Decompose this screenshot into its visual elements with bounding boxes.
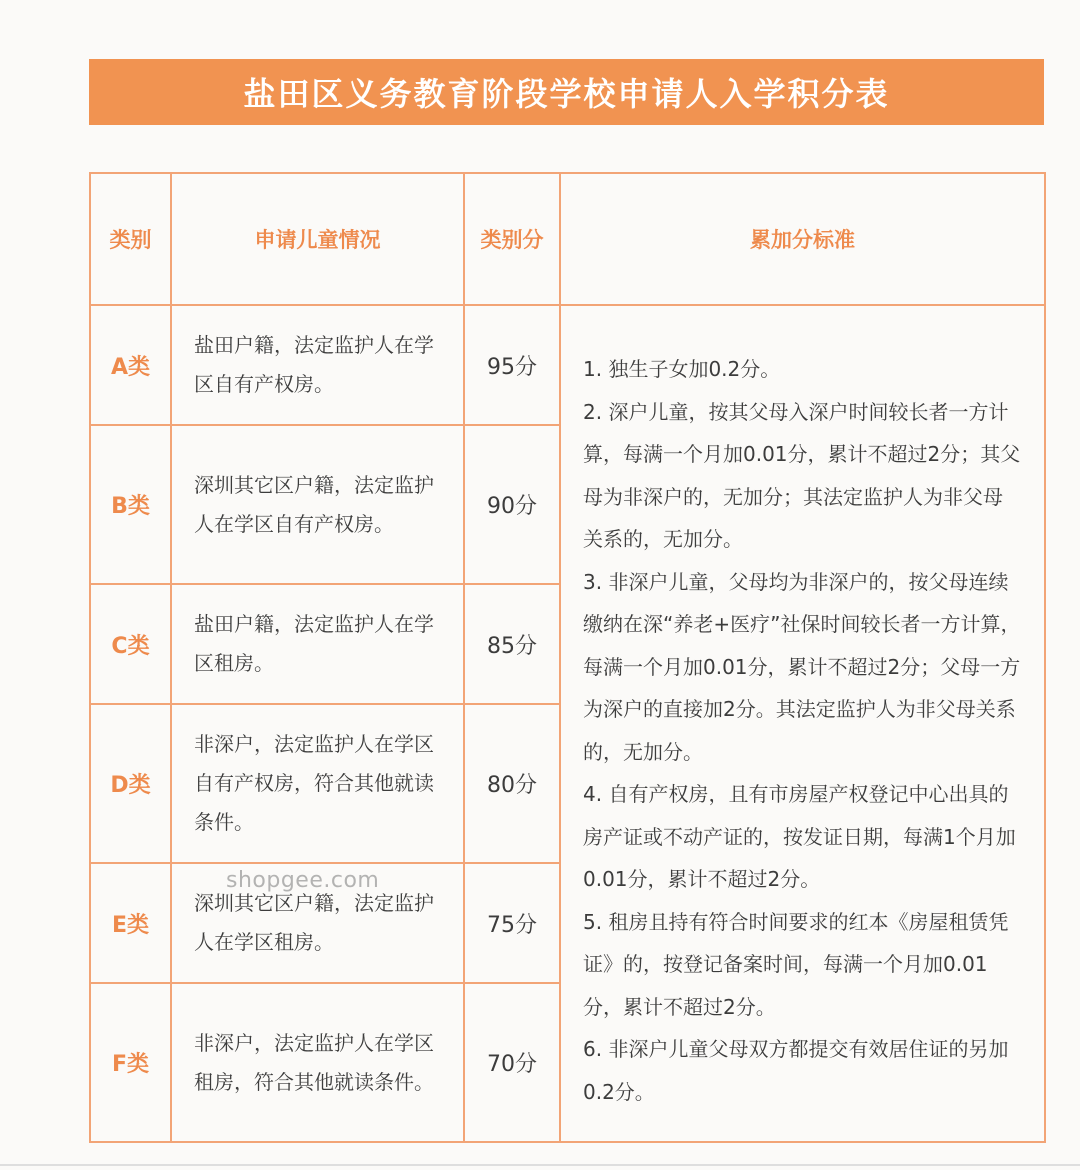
header-bonus: 累加分标准 (560, 173, 1045, 305)
table-row (90, 305, 1045, 425)
category-cell: D类 (90, 704, 171, 863)
category-cell: F类 (90, 983, 171, 1142)
category-cell: C类 (90, 584, 171, 704)
bonus-rule: 3. 非深户儿童，父母均为非深户的，按父母连续缴纳在深“养老+医疗”社保时间较长者一方计算，每满一个月加0.01分，累计不超过2分；父母一方为深户的直接加2分。其法定监护人为非父母关系的，无加分。 (583, 569, 1021, 764)
category-cell: B类 (90, 425, 171, 584)
score-cell: 95分 (464, 305, 560, 425)
header-situation: 申请儿童情况 (171, 173, 464, 305)
page-title: 盐田区义务教育阶段学校申请人入学积分表 (243, 75, 890, 113)
score-cell: 70分 (464, 983, 560, 1142)
score-cell: 90分 (464, 425, 560, 584)
situation-cell: 深圳其它区户籍，法定监护人在学区自有产权房。 (171, 425, 464, 584)
bonus-rules-cell (560, 305, 1045, 1142)
bonus-rule: 5. 租房且持有符合时间要求的红本《房屋租赁凭证》的，按登记备案时间，每满一个月加0.01分，累计不超过2分。 (583, 909, 1009, 1019)
header-score: 类别分 (464, 173, 560, 305)
situation-cell: 非深户，法定监护人在学区自有产权房，符合其他就读条件。 (171, 704, 464, 863)
bonus-rule: 2. 深户儿童，按其父母入深户时间较长者一方计算，每满一个月加0.01分，累计不超过2分；其父母为非深户的，无加分；其法定监护人为非父母关系的，无加分。 (583, 399, 1021, 551)
bottom-divider (0, 1164, 1080, 1166)
score-cell: 75分 (464, 863, 560, 983)
bonus-rule: 4. 自有产权房，且有市房屋产权登记中心出具的房产证或不动产证的，按发证日期，每满1个月加0.01分，累计不超过2分。 (583, 782, 1016, 891)
header-category: 类别 (90, 173, 171, 305)
category-cell: E类 (90, 863, 171, 983)
situation-cell: 盐田户籍，法定监护人在学区租房。 (171, 584, 464, 704)
bonus-rule: 1. 独生子女加0.2分。 (583, 357, 781, 381)
score-cell: 85分 (464, 584, 560, 704)
score-table (89, 172, 1046, 1143)
watermark: shopgee.com (226, 868, 380, 893)
header-row (90, 173, 1045, 305)
situation-cell: 深圳其它区户籍，法定监护人在学区租房。 (171, 863, 464, 983)
score-cell: 80分 (464, 704, 560, 863)
situation-cell: 盐田户籍，法定监护人在学区自有产权房。 (171, 305, 464, 425)
title-banner (89, 59, 1044, 125)
bonus-rule: 6. 非深户儿童父母双方都提交有效居住证的另加0.2分。 (583, 1037, 1009, 1104)
situation-cell: 非深户，法定监护人在学区租房，符合其他就读条件。 (171, 983, 464, 1142)
category-cell: A类 (90, 305, 171, 425)
